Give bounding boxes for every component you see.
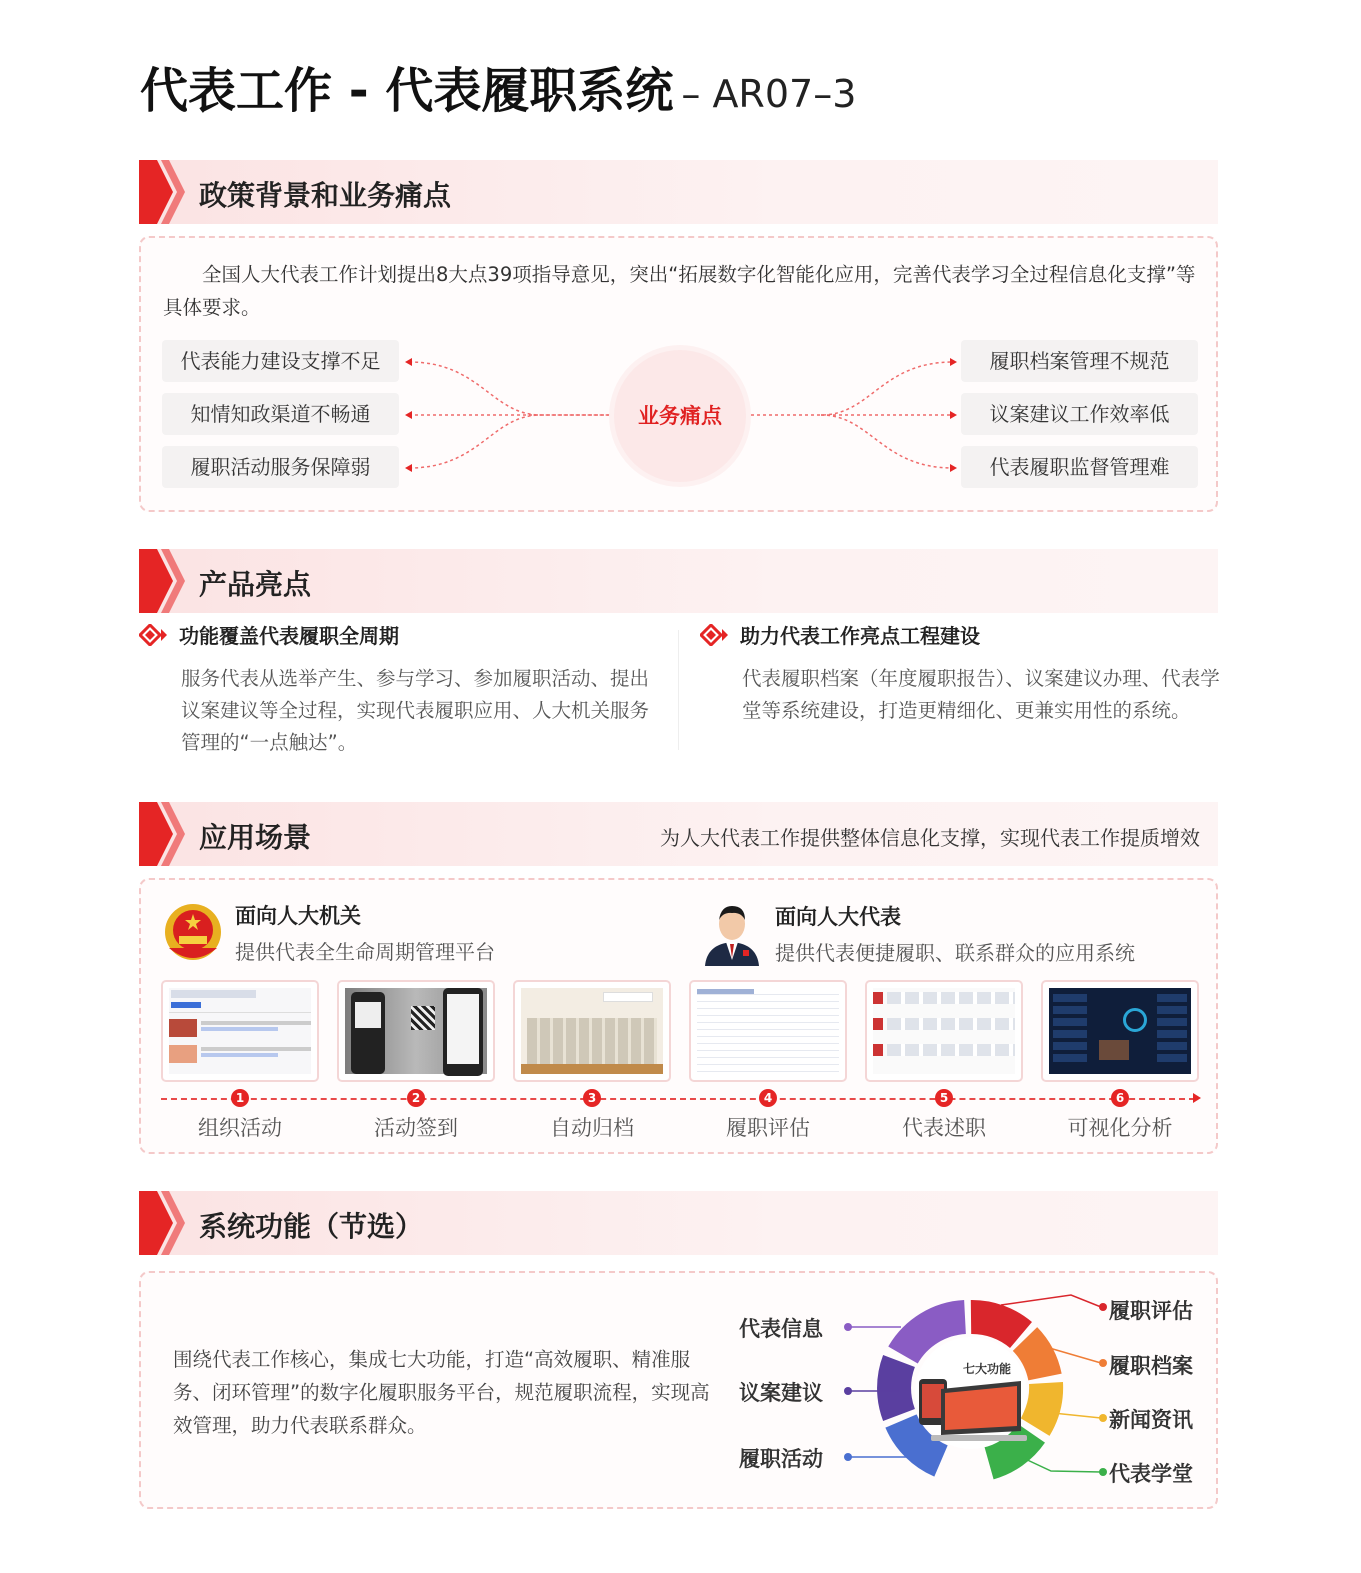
audience-title: 面向人大机关 (235, 904, 361, 928)
section-title: 应用场景 (199, 821, 312, 854)
representative-avatar-icon (701, 900, 763, 966)
diamond-icon (139, 624, 169, 646)
section-title: 系统功能（节选） (199, 1210, 424, 1243)
screenshot-activity-checkin (337, 980, 495, 1082)
legend-dot (844, 1453, 852, 1461)
highlight-1 (139, 620, 659, 759)
chevron-icon (139, 549, 199, 613)
function-label-academy: 代表学堂 (1109, 1462, 1193, 1486)
pain-point-left-2: 知情知政渠道不畅通 (162, 393, 399, 435)
audience-text: 提供代表全生命周期管理平台 (235, 940, 495, 964)
section-title: 政策背景和业务痛点 (199, 179, 452, 212)
section-header-policy (139, 160, 1218, 224)
section-header-scenarios (139, 802, 1218, 866)
scenarios-box (139, 878, 1218, 1154)
highlight-2 (700, 620, 1220, 727)
step-number: 6 (1111, 1089, 1129, 1107)
step-label: 活动签到 (374, 1116, 458, 1140)
function-label-rep-info: 代表信息 (739, 1317, 823, 1341)
legend-dot (1099, 1414, 1107, 1422)
pain-point-center: 业务痛点 (614, 350, 746, 482)
timeline-arrow-icon (1193, 1093, 1203, 1103)
step-label: 可视化分析 (1067, 1116, 1173, 1140)
function-label-evaluation: 履职评估 (1109, 1299, 1193, 1323)
functions-text: 围绕代表工作核心，集成七大功能，打造“高效履职、精准服务、闭环管理”的数字化履职服务平台，规范履职流程，实现高效管理，助力代表联系群众。 (173, 1348, 710, 1437)
pain-point-left-3: 履职活动服务保障弱 (162, 446, 399, 488)
legend-dot (844, 1323, 852, 1331)
highlight-text: 服务代表从选举产生、参与学习、参加履职活动、提出议案建议等全过程，实现代表履职应用、人大机关服务管理的“一点触达”。 (181, 667, 650, 754)
highlight-text: 代表履职档案（年度履职报告）、议案建议办理、代表学堂等系统建设，打造更精细化、更兼实用性的系统。 (742, 667, 1220, 722)
audience-title: 面向人大代表 (775, 904, 901, 929)
ring-center-label: 七大功能 (963, 1362, 1012, 1376)
step-number: 4 (759, 1089, 777, 1107)
step-number: 3 (583, 1089, 601, 1107)
function-label-archive: 履职档案 (1109, 1354, 1193, 1378)
section-subtitle: 为人大代表工作提供整体信息化支撑，实现代表工作提质增效 (660, 826, 1200, 850)
audience-text: 提供代表便捷履职、联系群众的应用系统 (775, 940, 1135, 965)
doc-code: – AR07–3 (681, 72, 857, 116)
function-label-proposals: 议案建议 (739, 1381, 823, 1405)
legend-dot (844, 1387, 852, 1395)
page-title: 代表工作 - 代表履职系统 – AR07–3 (140, 63, 857, 119)
chevron-icon (139, 802, 199, 866)
step-number: 1 (231, 1089, 249, 1107)
step-label: 自动归档 (550, 1116, 634, 1140)
functions-box (139, 1271, 1218, 1509)
policy-intro: 全国人大代表工作计划提出8大点39项指导意见，突出“拓展数字化智能化应用，完善代表学习全过程信息化支撑”等具体要求。 (163, 263, 1196, 319)
step-label: 履职评估 (726, 1116, 810, 1140)
legend-dot (1099, 1468, 1107, 1476)
pain-point-right-2: 议案建议工作效率低 (961, 393, 1198, 435)
pain-point-left-1: 代表能力建设支撑不足 (162, 340, 399, 382)
step-label: 组织活动 (198, 1116, 282, 1140)
function-label-activities: 履职活动 (739, 1447, 823, 1471)
step-number: 2 (407, 1089, 425, 1107)
highlight-title: 助力代表工作亮点工程建设 (740, 624, 980, 648)
step-label: 代表述职 (902, 1116, 986, 1140)
section-header-functions (139, 1191, 1218, 1255)
screenshot-organize-activity (161, 980, 319, 1082)
section-header-highlights (139, 549, 1218, 613)
divider (678, 630, 679, 750)
screenshot-visual-analysis (1041, 980, 1199, 1082)
legend-dot (1099, 1303, 1107, 1311)
pain-point-right-3: 代表履职监督管理难 (961, 446, 1198, 488)
policy-box (139, 236, 1218, 512)
emblem-icon (163, 902, 223, 964)
pain-point-right-1: 履职档案管理不规范 (961, 340, 1198, 382)
steps-timeline (161, 1098, 1195, 1100)
function-label-news: 新闻资讯 (1109, 1408, 1193, 1432)
chevron-icon (139, 160, 199, 224)
audience-organ (163, 900, 495, 965)
audience-representative (701, 900, 1135, 966)
chevron-icon (139, 1191, 199, 1255)
diamond-icon (700, 624, 730, 646)
screenshot-performance-evaluation (689, 980, 847, 1082)
function-connectors (141, 1273, 1220, 1511)
screenshot-auto-archive (513, 980, 671, 1082)
screenshot-representative-report (865, 980, 1023, 1082)
section-title: 产品亮点 (199, 568, 312, 601)
step-number: 5 (935, 1089, 953, 1107)
legend-dot (1099, 1359, 1107, 1367)
highlight-title: 功能覆盖代表履职全周期 (179, 624, 399, 648)
